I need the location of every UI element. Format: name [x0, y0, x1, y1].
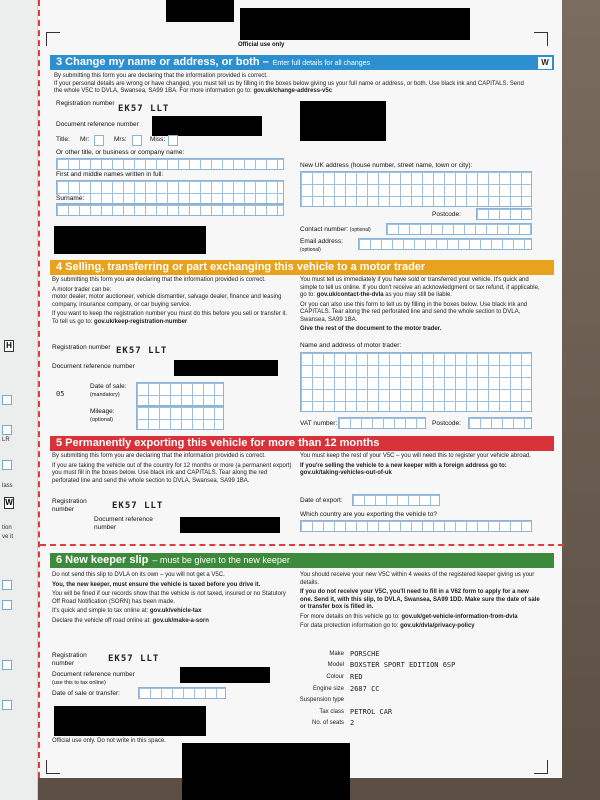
- vehicle-row: [290, 660, 550, 672]
- strip-box: [2, 425, 12, 435]
- section-3: [50, 55, 554, 96]
- vehicle-row: [290, 694, 550, 706]
- s3-reg-label: Registration number: [56, 100, 115, 107]
- s3-mrs: Mrs:: [114, 136, 127, 143]
- redaction: [240, 8, 470, 40]
- s4-reg-value: EK57 LLT: [116, 346, 168, 356]
- left-page-strip: [0, 0, 38, 800]
- export-date-input[interactable]: [352, 494, 440, 506]
- s3-title-label: Title:: [56, 136, 70, 143]
- section-5-header: 5 Permanently exporting this vehicle for more than 12 months: [50, 436, 554, 451]
- miss-checkbox[interactable]: [168, 135, 179, 146]
- s4-vat-label: VAT number:: [300, 420, 338, 427]
- s5-export-link[interactable]: gov.uk/taking-vehicles-out-of-uk: [300, 470, 392, 476]
- s6-left-text: Do not send this slip to DVLA on its own – you will not get a V5C. You, the new keeper, must ensure the vehicle is taxed before you drive it. You will be fined if our records show that the vehicle is not taxed, insured or no Statutory Off Road Notification (SORN) has been made. It's quick and simple to tax online at: gov.uk/vehicle-tax Declare the vehicle off road online at: gov.uk/make-a-sorn: [52, 572, 286, 624]
- strip-label: ve it: [2, 534, 14, 540]
- redaction: [54, 706, 206, 736]
- section-3-header: [50, 55, 554, 70]
- redaction: [166, 0, 234, 22]
- s3-new-address-label: New UK address (house number, street name, town or city):: [300, 162, 473, 169]
- redaction: [180, 517, 280, 533]
- s6-tax-link[interactable]: gov.uk/vehicle-tax: [149, 608, 202, 614]
- vat-input[interactable]: [338, 417, 426, 429]
- registration-mark: [46, 32, 60, 46]
- s4-left-text: By submitting this form you are declaring that the information provided is correct. A motor trader can be: motor dealer, motor auctioneer, vehicle dismantler, salvage dealer, finance and leasing company, insurance company, or car buying service. If you want to keep the registration number you must do this before you sell or transfer it. To tell us go to: gov.uk/keep-registration-number: [52, 277, 288, 325]
- section-4-header: 4 Selling, transferring or part exchanging this vehicle to a motor trader: [50, 260, 554, 275]
- email-input[interactable]: [358, 238, 532, 250]
- s5-reg-label: Registration number: [52, 498, 87, 513]
- s4-date-input[interactable]: [136, 382, 224, 406]
- s5-docref-label: Document reference number: [94, 516, 153, 531]
- s4-right-text: You must tell us immediately if you have sold or transferred your vehicle. It's quick and simple to tell us online. If you don't receive an acknowledgment or tax refund, if applicable, go to: gov.uk/contact-the-dvla as you may still be liable. Or you can also use this form to tell us by filling in the boxes below. Use black ink and CAPITALS. Tear along the red perforated line and send the whole section to DVLA, Swansea, SA99 1BA. Give the rest of the document to the motor trader.: [300, 277, 540, 332]
- s3-mr: Mr:: [80, 136, 90, 143]
- strip-box: [2, 460, 12, 470]
- section-3-declaration: By submitting this form you are declaring that the information provided is correct.: [54, 73, 268, 79]
- vehicle-field-value: PORSCHE: [350, 649, 380, 658]
- s3-reg-value: EK57 LLT: [118, 104, 170, 114]
- s6-reg-label: Registration number: [52, 652, 87, 667]
- strip-box: [2, 700, 12, 710]
- s4-date-prefix: 05: [56, 390, 65, 398]
- vehicle-field-value: RED: [350, 672, 363, 681]
- s6-reg-value: EK57 LLT: [108, 654, 160, 664]
- redaction: [180, 667, 270, 683]
- s6-privacy-link[interactable]: gov.uk/dvla/privacy-policy: [400, 623, 475, 629]
- s5-left-text: By submitting this form you are declaring that the information provided is correct. If you are taking the vehicle out of the country for 12 months or more (a permanent export) you must fill in the boxes below. Use black ink and CAPITALS. Tear along the red perforated line and send the whole section to DVLA, Swansea, SA99 1BA.: [52, 453, 292, 484]
- s6-docref-sub: (use this to tax online): [52, 680, 106, 686]
- vehicle-field-label: Make: [329, 650, 344, 657]
- s4-contact-link[interactable]: gov.uk/contact-the-dvla: [316, 292, 384, 298]
- s4-postcode-input[interactable]: [468, 417, 532, 429]
- redaction: [300, 101, 386, 141]
- s4-date-sub: (mandatory): [90, 392, 120, 398]
- section-3-title: 3 Change my name or address, or both –: [56, 56, 269, 68]
- registration-mark: [46, 760, 60, 774]
- s3-surname-label: Surname:: [56, 195, 85, 202]
- s4-postcode-label: Postcode:: [432, 420, 461, 427]
- s5-reg-value: EK57 LLT: [112, 501, 164, 511]
- vehicle-row: [290, 648, 550, 660]
- s4-date-label: Date of sale:: [90, 383, 127, 390]
- s3-postcode-label: Postcode:: [432, 211, 461, 218]
- vehicle-row: [290, 718, 550, 730]
- new-address-input[interactable]: [300, 171, 532, 207]
- s6-sorn-link[interactable]: gov.uk/make-a-sorn: [152, 617, 209, 624]
- vehicle-row: [290, 683, 550, 695]
- vehicle-row: [290, 706, 550, 718]
- registration-mark: [534, 32, 548, 46]
- s6-right-text: You should receive your new V5C within 4 weeks of the registered keeper giving us your details. If you do not receive your V5C, you'll need to fill in a V62 form to apply for a new one. Send it, with this slip, to DVLA, Swansea, SA99 1DD. Make sure the date of sale or transfer box is filled in. For more details on this vehicle go to: gov.uk/get-vehicle-information-from-dvla For data protection information go to: gov.uk/dvla/privacy-policy: [300, 572, 540, 629]
- vehicle-field-label: Colour: [326, 673, 344, 680]
- s5-export-date-label: Date of export:: [300, 497, 343, 504]
- vehicle-field-value: PETROL CAR: [350, 707, 393, 716]
- s3-contact-label: Contact number: (optional): [300, 226, 371, 233]
- vehicle-field-label: Engine size: [312, 685, 344, 692]
- s6-date-label: Date of sale or transfer:: [52, 690, 120, 697]
- mr-checkbox[interactable]: [94, 135, 105, 146]
- trader-address-input[interactable]: [300, 352, 532, 412]
- s4-mileage-sub: (optional): [90, 417, 113, 423]
- mileage-input[interactable]: [136, 406, 224, 430]
- s3-email-optional: (optional): [300, 247, 321, 253]
- s6-info-link[interactable]: gov.uk/get-vehicle-information-from-dvla: [401, 613, 518, 620]
- redaction: [152, 116, 262, 136]
- vehicle-details: [290, 648, 550, 729]
- s4-docref-label: Document reference number: [52, 363, 135, 370]
- first-names-input[interactable]: [56, 180, 284, 204]
- strip-box: [2, 395, 12, 405]
- surname-input[interactable]: [56, 204, 284, 216]
- s6-footer: Official use only. Do not write in this space.: [52, 738, 166, 744]
- strip-box: [2, 660, 12, 670]
- s5-right-text: You must keep the rest of your V5C – you will need this to register your vehicle abroad. If you're selling the vehicle to a new keeper with a foreign address go to: gov.uk/taking-vehicles-out-of-uk: [300, 453, 540, 478]
- s4-trader-label: Name and address of motor trader:: [300, 342, 402, 349]
- s6-date-input[interactable]: [138, 687, 226, 699]
- w-badge: W: [538, 57, 552, 69]
- s3-first-names-label: First and middle names written in full:: [56, 171, 164, 178]
- redaction: [54, 226, 206, 254]
- vehicle-field-label: Suspension type: [299, 697, 344, 704]
- vehicle-field-value: 2687 CC: [350, 684, 380, 693]
- s3-miss: Miss:: [150, 136, 166, 143]
- vehicle-row: [290, 671, 550, 683]
- vehicle-field-label: Tax class: [319, 708, 344, 715]
- section-4: [50, 260, 554, 275]
- vehicle-field-value: 2: [350, 719, 355, 728]
- w-marker: W: [5, 498, 13, 507]
- strip-box: [2, 600, 12, 610]
- section-6: [50, 553, 554, 568]
- registration-mark: [534, 760, 548, 774]
- s4-reg-label: Registration number: [52, 344, 111, 351]
- s4-keep-reg-link[interactable]: gov.uk/keep-registration-number: [94, 318, 188, 325]
- s3-docref-label: Document reference number: [56, 121, 139, 128]
- perforation-line: [40, 544, 564, 546]
- strip-box: [2, 580, 12, 590]
- section-5: [50, 436, 554, 451]
- country-input[interactable]: [300, 520, 532, 532]
- redaction: [182, 743, 350, 800]
- vehicle-field-value: BOXSTER SPORT EDITION 6SP: [350, 661, 456, 670]
- strip-label: lass: [2, 483, 13, 489]
- mrs-checkbox[interactable]: [132, 135, 143, 146]
- s5-country-label: Which country are you exporting the vehicle to?: [300, 511, 437, 518]
- s6-docref-label: Document reference number: [52, 671, 135, 678]
- official-use-label: Official use only: [238, 42, 285, 48]
- h-marker: H: [4, 340, 14, 352]
- vehicle-field-label: No. of seats: [311, 720, 344, 727]
- section-3-instructions: If your personal details are wrong or have changed, you must tell us by filling in the boxes below giving us your full name or address, or both. Use black ink and CAPITALS. Send the whole V5C to DVLA, Swansea, SA99 1BA. For more information go to: gov.uk/change-address-v5c: [54, 80, 524, 94]
- contact-input[interactable]: [386, 223, 532, 235]
- s3-other-title-label: Or other title, or business or company name:: [56, 149, 185, 156]
- section-3-link[interactable]: gov.uk/change-address-v5c: [253, 88, 333, 94]
- section-3-subtitle: Enter full details for all changes: [272, 60, 371, 67]
- s3-postcode-input[interactable]: [476, 208, 532, 220]
- s4-mileage-label: Mileage:: [90, 408, 115, 415]
- other-title-input[interactable]: [56, 158, 284, 170]
- vehicle-field-label: Model: [327, 662, 344, 669]
- section-6-header: 6 New keeper slip – must be given to the new keeper: [50, 553, 554, 568]
- redaction: [174, 360, 278, 376]
- strip-label: tion: [2, 525, 12, 531]
- s3-email-label: Email address:: [300, 238, 343, 245]
- strip-label: LR: [2, 437, 10, 443]
- v5c-form-page: [38, 0, 562, 778]
